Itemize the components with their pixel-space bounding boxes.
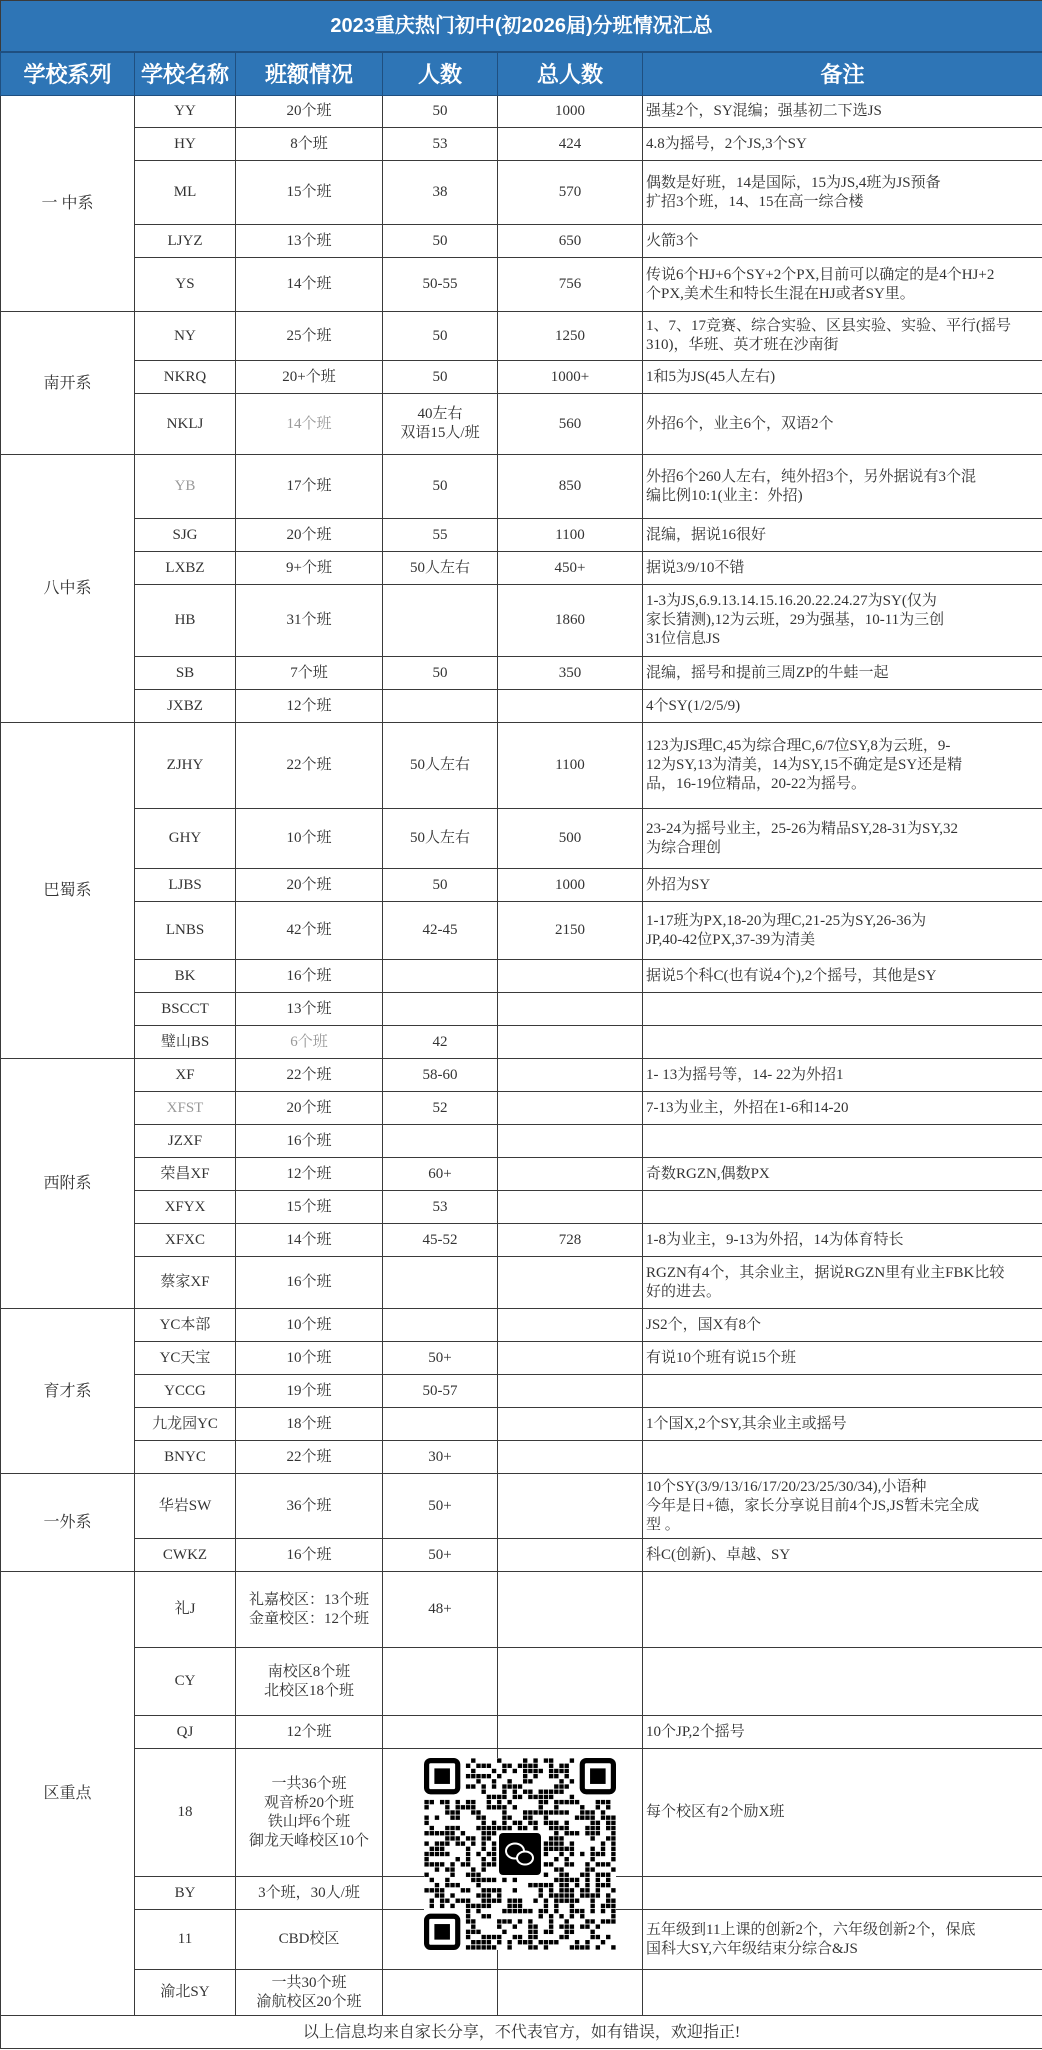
class-count-cell: 13个班	[236, 225, 383, 258]
qr-finder-pattern	[427, 1761, 458, 1792]
class-count-cell: 12个班	[236, 690, 383, 723]
school-name-cell: SB	[135, 657, 236, 690]
table-row	[1, 161, 1042, 225]
notes-cell: 1、7、17竞赛、综合实验、区县实验、实验、平行(摇号 310)，华班、英才班在沙南街	[643, 312, 1042, 361]
school-series-cell: 南开系	[1, 312, 135, 455]
class-count-cell: 25个班	[236, 312, 383, 361]
class-count-cell: 31个班	[236, 585, 383, 657]
class-count-cell: 10个班	[236, 1342, 383, 1375]
school-name-cell: 11	[135, 1910, 236, 1970]
table-row	[1, 1191, 1042, 1224]
class-size-cell: 42-45	[383, 902, 498, 960]
table-row	[1, 1441, 1042, 1474]
total-students-cell	[498, 1309, 643, 1342]
notes-cell: 7-13为业主，外招在1-6和14-20	[643, 1092, 1042, 1125]
notes-cell: 混编，据说16很好	[643, 519, 1042, 552]
school-name-cell: CWKZ	[135, 1539, 236, 1572]
table-title: 2023重庆热门初中(初2026届)分班情况汇总	[1, 1, 1042, 53]
notes-cell	[643, 1125, 1042, 1158]
school-name-cell: 璧山BS	[135, 1026, 236, 1059]
notes-cell: 强基2个，SY混编；强基初二下选JS	[643, 96, 1042, 128]
class-count-cell: 8个班	[236, 128, 383, 161]
col-header-size: 人数	[383, 52, 498, 96]
total-students-cell	[498, 690, 643, 723]
table-row	[1, 809, 1042, 869]
table-row	[1, 1092, 1042, 1125]
table-row	[1, 1572, 1042, 1648]
school-name-cell: HB	[135, 585, 236, 657]
school-name-cell: BSCCT	[135, 993, 236, 1026]
notes-cell: 每个校区有2个励X班	[643, 1749, 1042, 1877]
notes-cell: 有说10个班有说15个班	[643, 1342, 1042, 1375]
class-size-cell: 53	[383, 128, 498, 161]
school-name-cell: YS	[135, 258, 236, 312]
class-count-cell: 南校区8个班 北校区18个班	[236, 1648, 383, 1716]
total-students-cell	[498, 1125, 643, 1158]
class-count-cell: 礼嘉校区：13个班 金童校区：12个班	[236, 1572, 383, 1648]
school-name-cell: ML	[135, 161, 236, 225]
class-size-cell: 60+	[383, 1158, 498, 1191]
class-count-cell: 9+个班	[236, 552, 383, 585]
school-series-cell: 一 中系	[1, 96, 135, 312]
total-students-cell	[498, 1191, 643, 1224]
class-size-cell: 42	[383, 1026, 498, 1059]
notes-cell: 10个SY(3/9/13/16/17/20/23/25/30/34),小语种 今年是日+德，家长分享说目前4个JS,JS暂未完全成 型 。	[643, 1474, 1042, 1539]
table-row	[1, 585, 1042, 657]
school-name-cell: BY	[135, 1877, 236, 1910]
class-size-cell	[383, 1257, 498, 1309]
table-row	[1, 1648, 1042, 1716]
total-students-cell	[498, 1474, 643, 1539]
school-name-cell: ZJHY	[135, 723, 236, 809]
class-count-cell: 16个班	[236, 1125, 383, 1158]
qr-finder-pattern	[427, 1916, 458, 1947]
class-size-cell	[383, 1309, 498, 1342]
table-row	[1, 657, 1042, 690]
table-row	[1, 1158, 1042, 1191]
class-count-cell: 10个班	[236, 1309, 383, 1342]
col-header-school: 学校名称	[135, 52, 236, 96]
total-students-cell: 350	[498, 657, 643, 690]
table-row	[1, 723, 1042, 809]
school-name-cell: LXBZ	[135, 552, 236, 585]
class-size-cell: 50	[383, 869, 498, 902]
school-name-cell: CY	[135, 1648, 236, 1716]
class-count-cell: 13个班	[236, 993, 383, 1026]
table-row	[1, 1408, 1042, 1441]
table-row	[1, 312, 1042, 361]
total-students-cell: 450+	[498, 552, 643, 585]
school-name-cell: 荣昌XF	[135, 1158, 236, 1191]
col-header-notes: 备注	[643, 52, 1042, 96]
total-students-cell: 756	[498, 258, 643, 312]
class-size-cell: 50-57	[383, 1375, 498, 1408]
table-row	[1, 1224, 1042, 1257]
total-students-cell: 850	[498, 455, 643, 519]
class-size-cell	[383, 993, 498, 1026]
total-students-cell	[498, 1441, 643, 1474]
school-name-cell: 九龙园YC	[135, 1408, 236, 1441]
class-size-cell: 50	[383, 312, 498, 361]
notes-cell	[643, 1877, 1042, 1910]
school-name-cell: GHY	[135, 809, 236, 869]
total-students-cell: 1860	[498, 585, 643, 657]
notes-cell: 1个国X,2个SY,其余业主或摇号	[643, 1408, 1042, 1441]
total-students-cell	[498, 1257, 643, 1309]
total-students-cell	[498, 1026, 643, 1059]
school-name-cell: YY	[135, 96, 236, 128]
notes-cell: 1-17班为PX,18-20为理C,21-25为SY,26-36为 JP,40-42位PX,37-39为清美	[643, 902, 1042, 960]
table-row	[1, 690, 1042, 723]
notes-cell	[643, 1648, 1042, 1716]
class-count-cell: 12个班	[236, 1716, 383, 1749]
total-students-cell: 650	[498, 225, 643, 258]
class-size-cell: 53	[383, 1191, 498, 1224]
table-row	[1, 1970, 1042, 2016]
notes-cell: 1和5为JS(45人左右)	[643, 361, 1042, 394]
school-name-cell: 华岩SW	[135, 1474, 236, 1539]
table-row	[1, 902, 1042, 960]
total-students-cell: 560	[498, 394, 643, 455]
table-row	[1, 1539, 1042, 1572]
notes-cell: 五年级到11上课的创新2个，六年级创新2个，保底 国科大SY,六年级结束分综合&JS	[643, 1910, 1042, 1970]
table-row	[1, 128, 1042, 161]
notes-cell: JS2个，国X有8个	[643, 1309, 1042, 1342]
table-row	[1, 960, 1042, 993]
class-size-cell: 50+	[383, 1539, 498, 1572]
class-count-cell: 22个班	[236, 723, 383, 809]
school-name-cell: 礼J	[135, 1572, 236, 1648]
class-count-cell: 20个班	[236, 96, 383, 128]
table-row	[1, 225, 1042, 258]
notes-cell: 外招6个260人左右，纯外招3个，另外据说有3个混 编比例10:1(业主：外招)	[643, 455, 1042, 519]
class-size-cell: 50	[383, 96, 498, 128]
class-count-cell: 17个班	[236, 455, 383, 519]
total-students-cell	[498, 1970, 643, 2016]
total-students-cell	[498, 993, 643, 1026]
total-students-cell	[498, 1059, 643, 1092]
total-students-cell: 2150	[498, 902, 643, 960]
school-name-cell: BNYC	[135, 1441, 236, 1474]
table-row	[1, 1026, 1042, 1059]
class-count-cell: 15个班	[236, 1191, 383, 1224]
school-name-cell: SJG	[135, 519, 236, 552]
total-students-cell: 424	[498, 128, 643, 161]
table-row	[1, 258, 1042, 312]
total-students-cell	[498, 1408, 643, 1441]
class-size-cell	[383, 1125, 498, 1158]
class-size-cell	[383, 1408, 498, 1441]
class-size-cell	[383, 1648, 498, 1716]
class-count-cell: 16个班	[236, 960, 383, 993]
total-students-cell	[498, 1716, 643, 1749]
notes-cell	[643, 1441, 1042, 1474]
notes-cell: 科C(创新)、卓越、SY	[643, 1539, 1042, 1572]
class-count-cell: 36个班	[236, 1474, 383, 1539]
notes-cell	[643, 1375, 1042, 1408]
school-name-cell: BK	[135, 960, 236, 993]
class-size-cell: 50+	[383, 1342, 498, 1375]
notes-cell: 外招6个，业主6个，双语2个	[643, 394, 1042, 455]
total-students-cell: 570	[498, 161, 643, 225]
wechat-icon	[499, 1833, 541, 1875]
class-size-cell	[383, 690, 498, 723]
class-count-cell: 14个班	[236, 394, 383, 455]
notes-cell: 4.8为摇号，2个JS,3个SY	[643, 128, 1042, 161]
notes-cell: 据说3/9/10不错	[643, 552, 1042, 585]
school-name-cell: HY	[135, 128, 236, 161]
table-row	[1, 361, 1042, 394]
school-name-cell: LJBS	[135, 869, 236, 902]
class-size-cell	[383, 585, 498, 657]
school-name-cell: NKLJ	[135, 394, 236, 455]
table-row	[1, 1309, 1042, 1342]
total-students-cell: 1000+	[498, 361, 643, 394]
class-size-cell: 30+	[383, 1441, 498, 1474]
table-row	[1, 1375, 1042, 1408]
qr-finder-pattern	[582, 1761, 613, 1792]
total-students-cell: 1100	[498, 723, 643, 809]
class-size-cell: 38	[383, 161, 498, 225]
column-header-row	[1, 52, 1042, 96]
school-series-cell: 巴蜀系	[1, 723, 135, 1059]
notes-cell: 1-8为业主，9-13为外招，14为体育特长	[643, 1224, 1042, 1257]
notes-cell: 据说5个科C(也有说4个),2个摇号，其他是SY	[643, 960, 1042, 993]
notes-cell: 123为JS理C,45为综合理C,6/7位SY,8为云班，9- 12为SY,13为清美，14为SY,15不确定是SY还是精 品，16-19位精品，20-22为摇号。	[643, 723, 1042, 809]
school-name-cell: LJYZ	[135, 225, 236, 258]
class-size-cell: 50人左右	[383, 809, 498, 869]
total-students-cell	[498, 960, 643, 993]
table-row	[1, 1342, 1042, 1375]
school-name-cell: 18	[135, 1749, 236, 1877]
class-size-cell: 50-55	[383, 258, 498, 312]
total-students-cell	[498, 1092, 643, 1125]
class-count-cell: 一共30个班 渝航校区20个班	[236, 1970, 383, 2016]
school-name-cell: NY	[135, 312, 236, 361]
class-count-cell: 6个班	[236, 1026, 383, 1059]
school-series-cell: 一外系	[1, 1474, 135, 1572]
class-count-cell: 18个班	[236, 1408, 383, 1441]
school-name-cell: YC本部	[135, 1309, 236, 1342]
class-size-cell: 50	[383, 361, 498, 394]
school-name-cell: 蔡家XF	[135, 1257, 236, 1309]
school-name-cell: XFXC	[135, 1224, 236, 1257]
class-size-cell: 50人左右	[383, 723, 498, 809]
school-name-cell: JZXF	[135, 1125, 236, 1158]
notes-cell: 火箭3个	[643, 225, 1042, 258]
class-size-cell: 50	[383, 455, 498, 519]
class-size-cell: 50	[383, 657, 498, 690]
table-row	[1, 455, 1042, 519]
school-name-cell: YCCG	[135, 1375, 236, 1408]
total-students-cell	[498, 1342, 643, 1375]
notes-cell: 10个JP,2个摇号	[643, 1716, 1042, 1749]
class-size-cell: 50+	[383, 1474, 498, 1539]
notes-cell	[643, 993, 1042, 1026]
table-row	[1, 1125, 1042, 1158]
col-header-classes: 班额情况	[236, 52, 383, 96]
table-row	[1, 552, 1042, 585]
school-name-cell: XFYX	[135, 1191, 236, 1224]
school-name-cell: YB	[135, 455, 236, 519]
class-size-cell: 50	[383, 225, 498, 258]
footer-disclaimer: 以上信息均来自家长分享，不代表官方，如有错误，欢迎指正!	[1, 2016, 1042, 2049]
school-name-cell: JXBZ	[135, 690, 236, 723]
class-count-cell: 20个班	[236, 1092, 383, 1125]
notes-cell: 传说6个HJ+6个SY+2个PX,目前可以确定的是4个HJ+2 个PX,美术生和特长生混在HJ或者SY里。	[643, 258, 1042, 312]
class-count-cell: CBD校区	[236, 1910, 383, 1970]
class-size-cell: 50人左右	[383, 552, 498, 585]
school-name-cell: NKRQ	[135, 361, 236, 394]
school-name-cell: 渝北SY	[135, 1970, 236, 2016]
notes-cell: RGZN有4个，其余业主，据说RGZN里有业主FBK比较 好的进去。	[643, 1257, 1042, 1309]
table-row	[1, 1257, 1042, 1309]
class-count-cell: 16个班	[236, 1539, 383, 1572]
total-students-cell: 1100	[498, 519, 643, 552]
class-count-cell: 22个班	[236, 1059, 383, 1092]
school-series-cell: 区重点	[1, 1572, 135, 2016]
total-students-cell: 1250	[498, 312, 643, 361]
total-students-cell	[498, 1648, 643, 1716]
qr-code	[424, 1758, 616, 1950]
notes-cell: 4个SY(1/2/5/9)	[643, 690, 1042, 723]
notes-cell	[643, 1026, 1042, 1059]
total-students-cell	[498, 1158, 643, 1191]
class-count-cell: 14个班	[236, 258, 383, 312]
class-size-cell: 52	[383, 1092, 498, 1125]
class-size-cell: 48+	[383, 1572, 498, 1648]
school-name-cell: LNBS	[135, 902, 236, 960]
school-series-cell: 育才系	[1, 1309, 135, 1474]
school-name-cell: QJ	[135, 1716, 236, 1749]
notes-cell: 混编，摇号和提前三周ZP的牛蛙一起	[643, 657, 1042, 690]
class-count-cell: 14个班	[236, 1224, 383, 1257]
class-count-cell: 22个班	[236, 1441, 383, 1474]
table-row	[1, 394, 1042, 455]
notes-cell: 偶数是好班，14是国际，15为JS,4班为JS预备 扩招3个班，14、15在高一综合楼	[643, 161, 1042, 225]
table-row	[1, 869, 1042, 902]
table-body	[1, 96, 1042, 2016]
class-count-cell: 19个班	[236, 1375, 383, 1408]
notes-cell: 1-3为JS,6.9.13.14.15.16.20.22.24.27为SY(仅为 家长猜测),12为云班，29为强基，10-11为三创 31位信息JS	[643, 585, 1042, 657]
total-students-cell: 500	[498, 809, 643, 869]
class-size-cell: 40左右 双语15人/班	[383, 394, 498, 455]
table-row	[1, 1716, 1042, 1749]
table-row	[1, 519, 1042, 552]
notes-cell: 23-24为摇号业主，25-26为精品SY,28-31为SY,32 为综合理创	[643, 809, 1042, 869]
class-count-cell: 20+个班	[236, 361, 383, 394]
class-count-cell: 7个班	[236, 657, 383, 690]
table-row	[1, 1059, 1042, 1092]
total-students-cell: 1000	[498, 96, 643, 128]
table-row	[1, 1474, 1042, 1539]
class-count-cell: 15个班	[236, 161, 383, 225]
table-row	[1, 993, 1042, 1026]
col-header-series: 学校系列	[1, 52, 135, 96]
school-name-cell: YC天宝	[135, 1342, 236, 1375]
notes-cell: 1- 13为摇号等，14- 22为外招1	[643, 1059, 1042, 1092]
class-size-cell	[383, 1970, 498, 2016]
class-count-cell: 3个班，30人/班	[236, 1877, 383, 1910]
class-size-cell	[383, 960, 498, 993]
total-students-cell	[498, 1375, 643, 1408]
class-count-cell: 20个班	[236, 869, 383, 902]
table-row	[1, 96, 1042, 128]
school-series-cell: 八中系	[1, 455, 135, 723]
school-name-cell: XFST	[135, 1092, 236, 1125]
total-students-cell: 1000	[498, 869, 643, 902]
class-count-cell: 16个班	[236, 1257, 383, 1309]
notes-cell	[643, 1191, 1042, 1224]
school-name-cell: XF	[135, 1059, 236, 1092]
class-count-cell: 42个班	[236, 902, 383, 960]
col-header-total: 总人数	[498, 52, 643, 96]
class-size-cell: 45-52	[383, 1224, 498, 1257]
total-students-cell	[498, 1539, 643, 1572]
class-size-cell	[383, 1716, 498, 1749]
total-students-cell	[498, 1572, 643, 1648]
class-size-cell: 58-60	[383, 1059, 498, 1092]
notes-cell: 外招为SY	[643, 869, 1042, 902]
notes-cell	[643, 1970, 1042, 2016]
notes-cell	[643, 1572, 1042, 1648]
class-count-cell: 20个班	[236, 519, 383, 552]
class-size-cell: 55	[383, 519, 498, 552]
notes-cell: 奇数RGZN,偶数PX	[643, 1158, 1042, 1191]
school-series-cell: 西附系	[1, 1059, 135, 1309]
class-count-cell: 一共36个班 观音桥20个班 铁山坪6个班 御龙天峰校区10个	[236, 1749, 383, 1877]
total-students-cell: 728	[498, 1224, 643, 1257]
class-count-cell: 10个班	[236, 809, 383, 869]
class-count-cell: 12个班	[236, 1158, 383, 1191]
